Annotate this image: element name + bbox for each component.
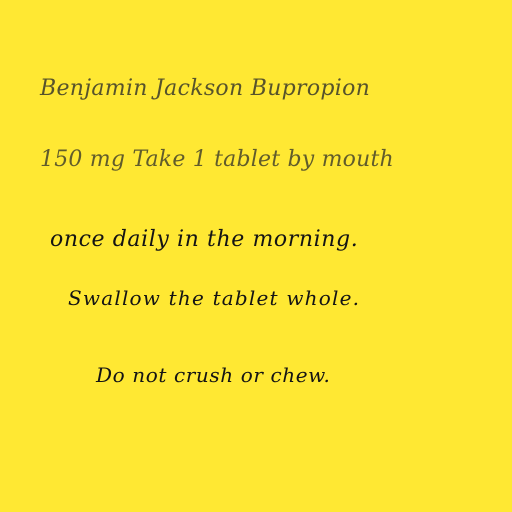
warning-line: Do not crush or chew. [96,363,331,387]
dose-instruction-line: 150 mg Take 1 tablet by mouth [40,147,394,172]
swallow-note-line: Swallow the tablet whole. [68,286,361,310]
frequency-line: once daily in the morning. [50,227,359,252]
patient-drug-line: Benjamin Jackson Bupropion [40,76,371,101]
